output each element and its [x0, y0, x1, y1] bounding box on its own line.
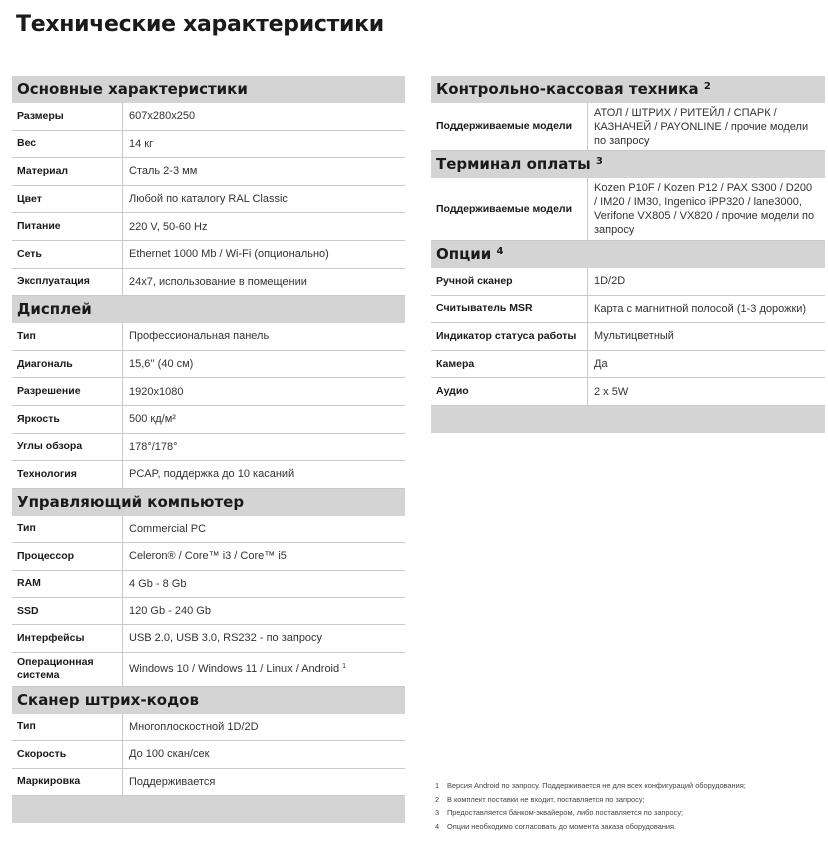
spec-key: Материал	[12, 158, 123, 185]
basic-spec-row	[12, 158, 405, 186]
spec-value: Сталь 2-3 мм	[129, 165, 198, 178]
spec-value: Поддерживается	[129, 775, 216, 788]
basic-spec-row	[12, 269, 405, 297]
spec-value: USB 2.0, USB 3.0, RS232 - по запросу	[129, 632, 323, 645]
section-heading-options	[431, 241, 825, 268]
spec-value: Commercial PC	[129, 522, 207, 535]
spec-row-os	[12, 653, 405, 687]
options-spec-row	[431, 323, 825, 351]
footnote-ref: 3	[595, 156, 603, 167]
footnote-line	[435, 820, 815, 834]
spec-value: 178°/178°	[129, 440, 178, 453]
footnote-text: Опции необходимо согласовать до момента заказа оборудования.	[447, 821, 677, 831]
footnote-line	[435, 806, 815, 820]
spec-key: RAM	[12, 571, 123, 597]
spec-key: Скорость	[12, 741, 123, 768]
spec-key: Питание	[12, 213, 123, 240]
section-heading-kkt	[431, 76, 825, 103]
spec-key: Диагональ	[12, 351, 123, 378]
footnote-line	[435, 779, 815, 793]
spec-value: Celeron® / Core™ i3 / Core™ i5	[129, 550, 287, 563]
options-spec-row	[431, 378, 825, 406]
spec-key: Камера	[431, 351, 588, 378]
footnote-ref: 4	[496, 246, 504, 257]
basic-spec-row	[12, 241, 405, 269]
section-heading-display: Дисплей	[12, 296, 405, 323]
scanner-spec-row	[12, 741, 405, 769]
spec-value: Да	[594, 358, 608, 371]
section-filler-bar	[12, 796, 405, 823]
spec-key: Тип	[12, 516, 123, 542]
footnote-number: 4	[435, 821, 440, 831]
spec-key: Цвет	[12, 186, 123, 213]
spec-value: Карта с магнитной полосой (1-3 дорожки)	[594, 302, 807, 315]
spec-key: Размеры	[12, 103, 123, 130]
section-heading-terminal	[431, 151, 825, 178]
spec-value: АТОЛ / ШТРИХ / РИТЕЙЛ / СПАРК / КАЗНАЧЕЙ / PAYONLINE / прочие модели по запросу	[594, 106, 809, 147]
footnotes	[435, 779, 815, 833]
spec-value: Мультицветный	[594, 330, 674, 343]
spec-key: Маркировка	[12, 769, 123, 796]
spec-value: Любой по каталогу RAL Classic	[129, 193, 288, 206]
spec-value	[123, 653, 405, 686]
scanner-spec-row	[12, 714, 405, 742]
spec-value: До 100 скан/сек	[129, 748, 210, 761]
spec-value: 220 V, 50-60 Hz	[129, 220, 208, 233]
options-spec-rows	[431, 268, 825, 406]
section-heading-computer: Управляющий компьютер	[12, 489, 405, 516]
spec-value: 607x280x250	[129, 110, 196, 123]
spec-key: Ручной сканер	[431, 268, 588, 295]
footnote-ref: 1	[342, 663, 347, 671]
spec-key: Операционная система	[12, 653, 123, 686]
options-spec-row	[431, 351, 825, 379]
spec-key: Тип	[12, 323, 123, 350]
computer-spec-row	[12, 543, 405, 570]
scanner-spec-row	[12, 769, 405, 797]
section-heading-scanner: Сканер штрих-кодов	[12, 687, 405, 714]
spec-value: 2 x 5W	[594, 385, 629, 398]
basic-spec-row	[12, 103, 405, 131]
footnote-line	[435, 793, 815, 807]
computer-spec-row	[12, 598, 405, 625]
spec-key: Поддерживаемые модели	[431, 103, 588, 150]
scanner-spec-rows	[12, 714, 405, 797]
spec-value: Многоплоскостной 1D/2D	[129, 720, 259, 733]
basic-spec-row	[12, 213, 405, 241]
display-spec-row	[12, 406, 405, 434]
spec-key: Считыватель MSR	[431, 296, 588, 323]
section-heading-basic: Основные характеристики	[12, 76, 405, 103]
spec-value: PCAP, поддержка до 10 касаний	[129, 468, 295, 481]
spec-key: Аудио	[431, 378, 588, 405]
page-title: Технические характеристики	[16, 12, 384, 37]
spec-key: Интерфейсы	[12, 625, 123, 651]
footnote-text: Предоставляется банком-эквайером, либо поставляется по запросу;	[447, 808, 684, 817]
left-spec-column	[12, 76, 405, 823]
spec-value: Профессиональная панель	[129, 330, 270, 343]
spec-value: 14 кг	[129, 137, 154, 150]
footnote-number: 1	[435, 781, 440, 790]
spec-key: Тип	[12, 714, 123, 741]
display-spec-row	[12, 461, 405, 489]
footnote-number: 3	[435, 808, 440, 817]
display-spec-row	[12, 351, 405, 379]
computer-spec-row	[12, 516, 405, 543]
spec-value: 4 Gb - 8 Gb	[129, 577, 187, 590]
spec-key: Углы обзора	[12, 434, 123, 461]
terminal-heading-text: Терминал оплаты	[436, 155, 591, 173]
computer-spec-rows	[12, 516, 405, 653]
spec-key: Поддерживаемые модели	[431, 178, 588, 240]
spec-value: 1D/2D	[594, 275, 626, 288]
options-spec-row	[431, 268, 825, 296]
footnote-text: Версия Android по запросу. Поддерживается не для всех конфигураций оборудования;	[447, 781, 746, 790]
os-value-text: Windows 10 / Windows 11 / Linux / Android	[129, 663, 340, 676]
spec-key: Индикатор статуса работы	[431, 323, 588, 350]
footnote-text: В комплект поставки не входит, поставляется по запросу;	[447, 794, 645, 804]
computer-spec-row	[12, 625, 405, 652]
spec-value: 120 Gb - 240 Gb	[129, 605, 211, 618]
spec-key: Яркость	[12, 406, 123, 433]
spec-value: 1920x1080	[129, 385, 184, 398]
spec-key: Технология	[12, 461, 123, 488]
basic-spec-row	[12, 131, 405, 159]
spec-value: 15,6'' (40 см)	[129, 358, 194, 371]
spec-key: Разрешение	[12, 378, 123, 405]
spec-value: Kozen P10F / Kozen P12 / PAX S300 / D200 / IM20 / IM30, Ingenico iPP320 / lane3000, Verifone VX805 / VX820 / прочие модели по запросу	[594, 182, 815, 236]
spec-row-terminal-models	[431, 178, 825, 241]
footnote-ref: 2	[703, 81, 711, 92]
display-spec-row	[12, 378, 405, 406]
footnote-number: 2	[435, 794, 440, 804]
options-heading-text: Опции	[436, 245, 492, 263]
spec-key: Эксплуатация	[12, 269, 123, 296]
right-spec-column	[431, 76, 825, 433]
spec-key: SSD	[12, 598, 123, 624]
options-spec-row	[431, 296, 825, 324]
spec-row-kkt-models	[431, 103, 825, 151]
spec-value: Ethernet 1000 Mb / Wi-Fi (опционально)	[129, 248, 329, 261]
display-spec-row	[12, 434, 405, 462]
display-spec-row	[12, 323, 405, 351]
spec-key: Вес	[12, 131, 123, 158]
spec-value: 24x7, использование в помещении	[129, 275, 307, 288]
spec-value: 500 кд/м²	[129, 413, 176, 426]
section-filler-bar	[431, 406, 825, 433]
kkt-heading-text: Контрольно-кассовая техника	[436, 80, 699, 98]
computer-spec-row	[12, 571, 405, 598]
basic-spec-rows	[12, 103, 405, 296]
display-spec-rows	[12, 323, 405, 489]
basic-spec-row	[12, 186, 405, 214]
spec-key: Сеть	[12, 241, 123, 268]
spec-key: Процессор	[12, 543, 123, 569]
